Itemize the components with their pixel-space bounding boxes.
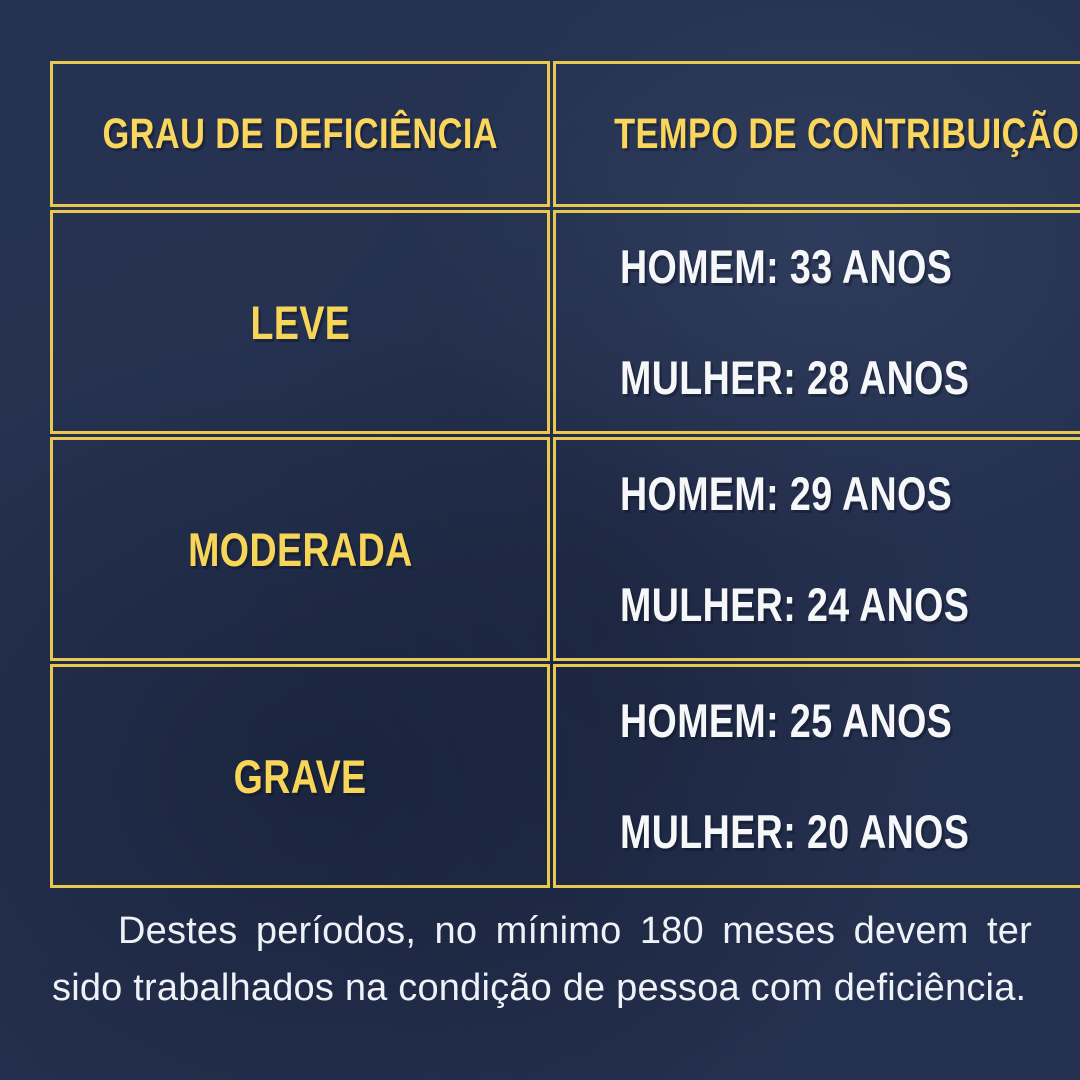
contribution-table <box>50 61 1080 888</box>
header-label-grau: GRAU DE DEFICIÊNCIA <box>102 109 499 158</box>
table-row-moderada-grau <box>50 437 550 661</box>
table-row-grave-grau <box>50 664 550 888</box>
tempo-leve-homem: HOMEM: 33 ANOS <box>620 240 953 293</box>
table-row-moderada-tempo <box>553 437 1080 661</box>
grau-label-grave: GRAVE <box>233 749 367 803</box>
table-row-grave-tempo <box>553 664 1080 888</box>
tempo-grave-mulher: MULHER: 20 ANOS <box>620 805 970 858</box>
tempo-moderada-homem: HOMEM: 29 ANOS <box>620 467 953 520</box>
tempo-grave-homem: HOMEM: 25 ANOS <box>620 694 953 747</box>
table-row-leve-tempo <box>553 210 1080 434</box>
tempo-moderada-mulher: MULHER: 24 ANOS <box>620 578 970 631</box>
grau-label-moderada: MODERADA <box>187 522 413 576</box>
header-cell-tempo <box>553 61 1080 207</box>
header-label-tempo: TEMPO DE CONTRIBUIÇÃO <box>614 109 1080 158</box>
header-cell-grau <box>50 61 550 207</box>
grau-label-leve: LEVE <box>250 295 351 349</box>
tempo-leve-mulher: MULHER: 28 ANOS <box>620 351 970 404</box>
footnote: Destes períodos, no mínimo 180 meses devem ter sido trabalhados na condição de pessoa com deficiência. <box>52 910 1032 1009</box>
table-row-leve-grau <box>50 210 550 434</box>
